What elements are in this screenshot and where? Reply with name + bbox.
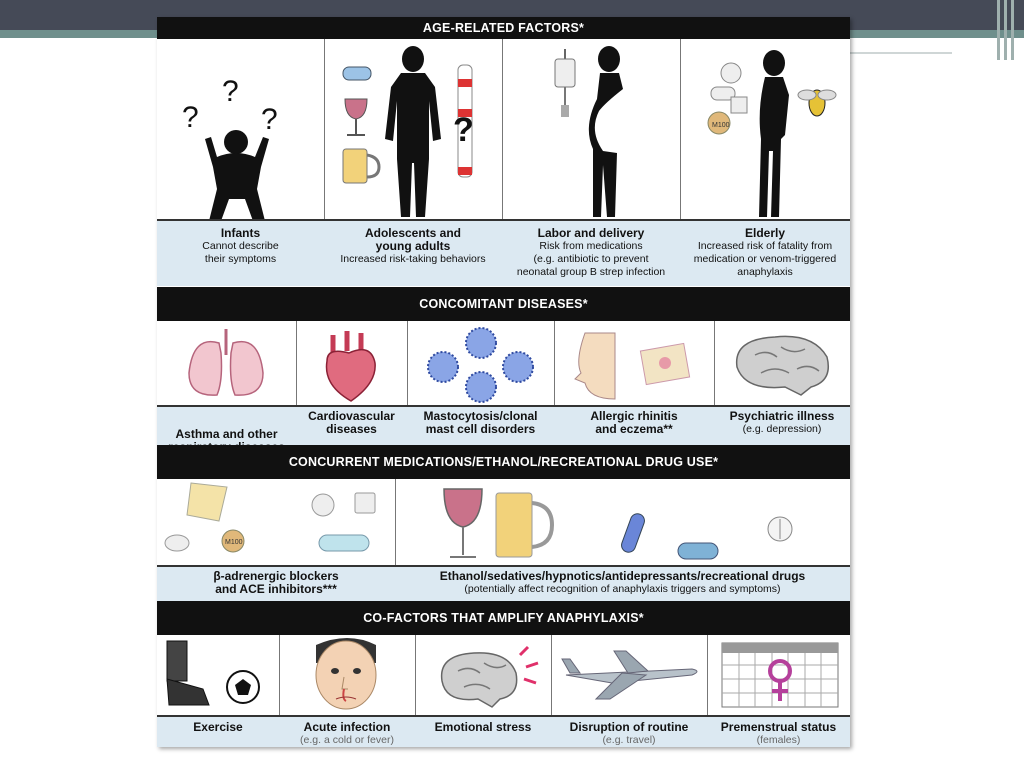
cofactor-title-infection: Acute infection (303, 720, 391, 734)
age-title-infants: Infants (220, 226, 261, 240)
airplane-icon (551, 635, 707, 715)
section-header-cofactors: CO-FACTORS THAT AMPLIFY ANAPHYLAXIS* (157, 601, 850, 635)
adolescent-silhouette-icon (324, 39, 502, 219)
disease-caption-rhinitis (554, 407, 714, 436)
cofactor-caption-premenstrual (707, 717, 850, 747)
cofactor-desc-premenstrual: (females) (756, 734, 801, 746)
disease-caption-row (157, 405, 850, 445)
pregnant-woman-icon (502, 39, 680, 219)
anaphylaxis-risk-figure (157, 17, 850, 747)
disease-title-psychiatric: Psychiatric illness (729, 409, 835, 423)
medication-image-row (157, 479, 850, 565)
age-desc-adolescents: Increased risk-taking behaviors (340, 253, 486, 265)
age-image-row (157, 39, 850, 219)
age-title-adolescents: Adolescents and young adults (364, 226, 462, 253)
infant-silhouette-icon (157, 39, 324, 219)
cofactor-caption-row (157, 715, 850, 747)
face-skin-icon (554, 321, 714, 405)
heart-icon (296, 321, 407, 405)
svg-text:?: ? (222, 75, 239, 108)
disease-image-row (157, 321, 850, 405)
medication-title-blockers: β-adrenergic blockers and ACE inhibitors*** (213, 569, 339, 596)
age-caption-infants (157, 221, 324, 266)
stressed-brain-icon (415, 635, 551, 715)
slide-divider (848, 52, 952, 54)
disease-title-asthma: Asthma and other (175, 427, 278, 441)
svg-text:?: ? (453, 111, 474, 149)
cofactor-title-stress: Emotional stress (434, 720, 532, 734)
disease-desc-psychiatric: (e.g. depression) (742, 423, 822, 435)
age-title-elderly: Elderly (744, 226, 786, 240)
mast-cells-icon (407, 321, 554, 405)
cofactor-caption-stress (415, 717, 551, 734)
cofactor-title-premenstrual: Premenstrual status (720, 720, 837, 734)
cofactor-caption-exercise (157, 717, 279, 734)
slide-corner-decoration (994, 0, 1024, 60)
medication-caption-blockers (157, 567, 395, 596)
cofactor-caption-routine (551, 717, 707, 747)
medication-desc-ethanol: (potentially affect recognition of anaphylaxis triggers and symptoms) (464, 583, 781, 595)
cofactor-title-exercise: Exercise (193, 720, 243, 734)
disease-caption-cardio (296, 407, 407, 436)
svg-text:?: ? (261, 103, 278, 136)
age-desc-elderly: Increased risk of fatality from medication or venom-triggered anaphylaxis (693, 240, 837, 278)
section-header-medications: CONCURRENT MEDICATIONS/ETHANOL/RECREATIONAL DRUG USE* (157, 445, 850, 479)
disease-title-rhinitis: Allergic rhinitis and eczema** (590, 409, 678, 436)
slide-accent-left (0, 30, 160, 38)
calendar-female-icon (707, 635, 850, 715)
age-desc-labor: Risk from medications (e.g. antibiotic to prevent neonatal group B strep infection (516, 240, 666, 278)
age-title-labor: Labor and delivery (537, 226, 645, 240)
cofactor-caption-infection (279, 717, 415, 747)
cofactor-desc-infection: (e.g. a cold or fever) (300, 734, 394, 746)
cofactor-desc-routine: (e.g. travel) (602, 734, 656, 746)
soccer-kick-icon (157, 635, 279, 715)
age-caption-labor (502, 221, 680, 279)
pill-label-text-2: M100 (225, 539, 243, 546)
section-header-age: AGE-RELATED FACTORS* (157, 17, 850, 39)
medication-caption-ethanol (395, 567, 850, 596)
sick-face-icon (279, 635, 415, 715)
svg-text:?: ? (182, 101, 199, 134)
age-caption-row (157, 219, 850, 286)
medication-caption-row (157, 565, 850, 601)
cofactor-title-routine: Disruption of routine (569, 720, 689, 734)
section-header-diseases: CONCOMITANT DISEASES* (157, 287, 850, 321)
disease-caption-psychiatric (714, 407, 850, 436)
age-caption-elderly (680, 221, 850, 279)
pill-label-text: M100 (712, 122, 730, 129)
elderly-silhouette-icon (680, 39, 850, 219)
age-caption-adolescents (324, 221, 502, 266)
medication-title-ethanol: Ethanol/sedatives/hypnotics/antidepressants/recreational drugs (439, 569, 806, 583)
cofactor-image-row (157, 635, 850, 715)
brain-icon (714, 321, 850, 405)
lungs-icon (157, 321, 296, 405)
age-desc-infants: Cannot describe their symptoms (202, 240, 279, 265)
disease-caption-mastocytosis (407, 407, 554, 436)
alcohol-pills-icon (395, 479, 850, 565)
pills-icon (157, 479, 395, 565)
disease-title-mastocytosis: Mastocytosis/clonal mast cell disorders (423, 409, 538, 436)
disease-title-cardio: Cardiovascular diseases (308, 409, 395, 436)
